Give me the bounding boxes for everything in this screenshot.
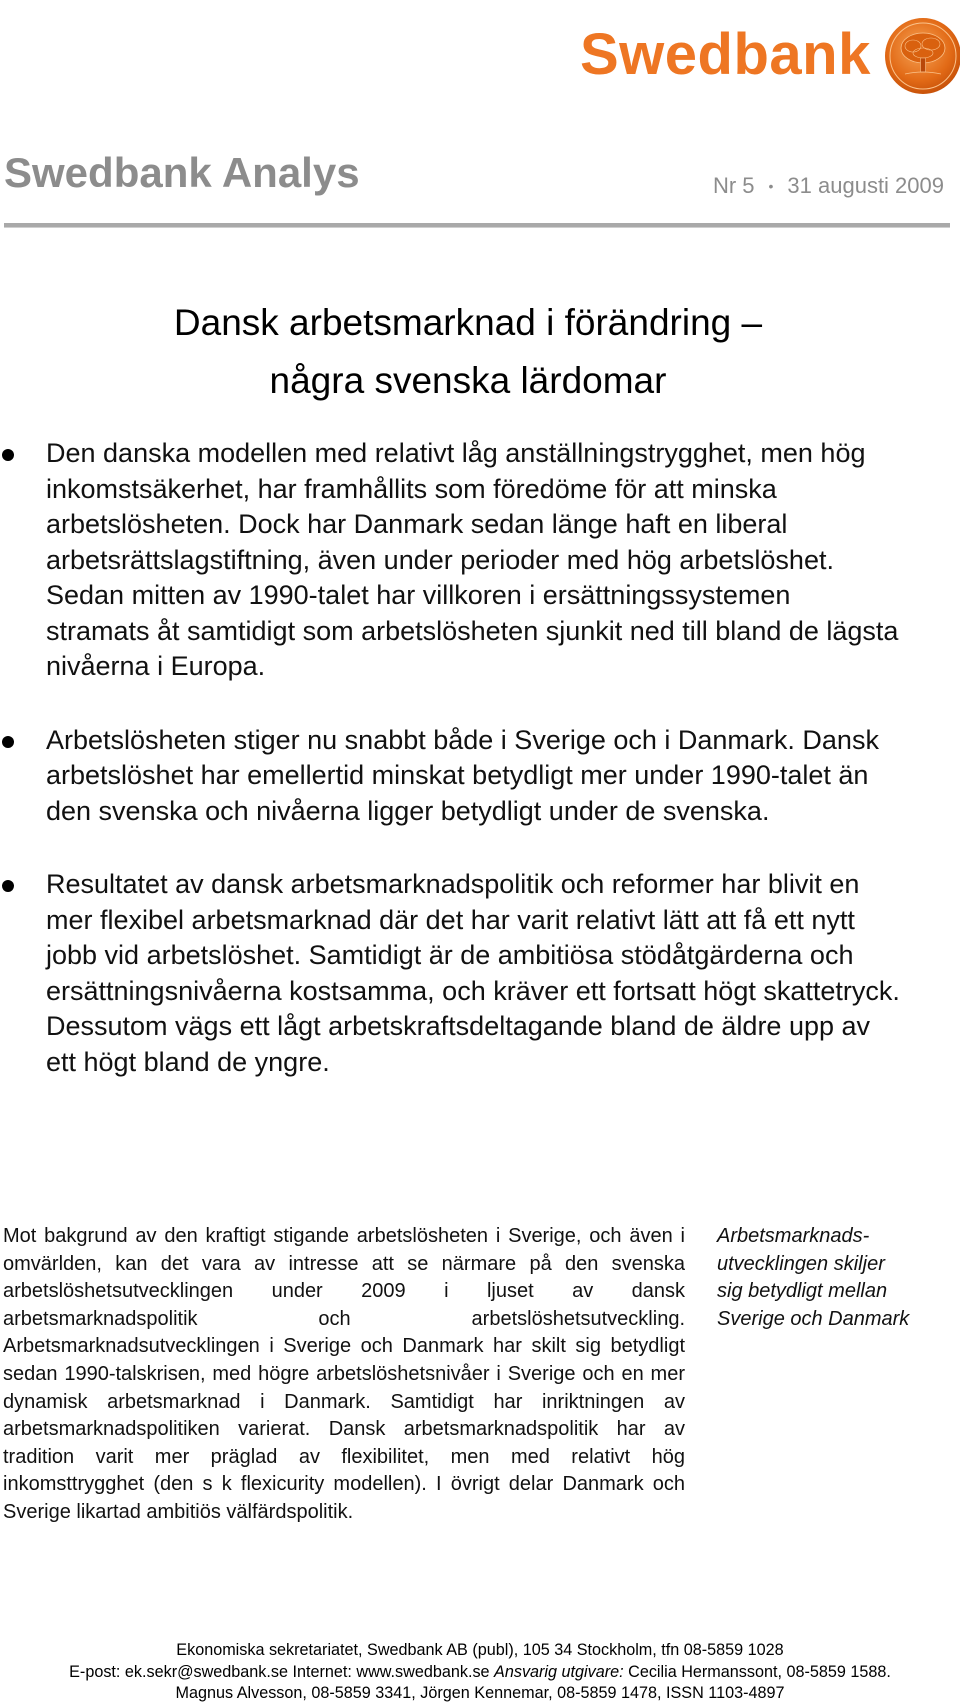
footer-address: Ekonomiska sekretariatet, Swedbank AB (publ), 105 34 Stockholm, tfn 08-5859 1028 [176, 1641, 784, 1659]
article-title-line-2: några svenska lärdomar [269, 360, 667, 401]
header-rule [4, 223, 950, 228]
summary-bullet [0, 723, 900, 830]
footer-email-web: E-post: ek.sekr@swedbank.se Internet: www.swedbank.se [69, 1662, 490, 1681]
summary-bullet-text: Arbetslösheten stiger nu snabbt både i Sverige och i Danmark. Dansk arbetslöshet har emellertid minskat betydligt mer under 1990-talet än den svenska och nivåerna ligger betydligt under de svenska. [46, 724, 879, 826]
bullet-dot-icon [2, 736, 14, 748]
summary-bullet [0, 436, 900, 685]
issue-separator: • [768, 178, 774, 194]
swedbank-logo [580, 14, 960, 104]
footer-publisher: Cecilia Hermanssont, 08-5859 1588. [628, 1662, 891, 1681]
bullet-dot-icon [2, 880, 14, 892]
logo-wordmark: Swedbank [580, 22, 871, 87]
summary-bullet-text: Resultatet av dansk arbetsmarknadspolitik och reformer har blivit en mer flexibel arbetsmarknad där det har varit relativt lätt att få ett nytt jobb vid arbetslöshet. Samtidigt är de ambitiösa stödåtgärderna och ersättningsnivåerna kostsamma, och kräver ett fortsatt högt skattetryck. Dessutom vägs ett lågt arbetskraftsdeltagande bland de äldre upp av ett högt bland de yngre. [46, 869, 900, 1077]
issue-info [713, 175, 944, 197]
issue-number: Nr 5 [712, 173, 755, 198]
margin-note: Arbetsmarknads- utvecklingen skiljer sig betydligt mellan Sverige och Danmark [717, 1225, 910, 1330]
issue-date: 31 augusti 2009 [787, 173, 944, 198]
publication-title: Swedbank Analys [4, 149, 360, 196]
footer-contact [0, 1662, 960, 1684]
summary-bullet [0, 867, 900, 1080]
footer-authors: Magnus Alvesson, 08-5859 3341, Jörgen Kennemar, 08-5859 1478, ISSN 1103-4897 [175, 1684, 785, 1702]
oak-tree-seal-icon [883, 16, 960, 96]
article-title [0, 294, 936, 410]
bullet-dot-icon [2, 449, 14, 461]
summary-bullets [0, 436, 900, 1118]
footer [0, 1640, 960, 1705]
summary-bullet-text: Den danska modellen med relativt låg anställningstrygghet, men hög inkomstsäkerhet, har framhållits som föredöme för att minska arbetslösheten. Dock har Danmark sedan länge haft en liberal arbetsrättslagstiftning, även under perioder med hög arbetslöshet. Sedan mitten av 1990-talet har villkoren i ersättningssystemen stramats åt samtidigt som arbetslösheten sjunkit ned till bland de lägsta nivåerna i Europa. [46, 438, 899, 681]
article-title-line-1: Dansk arbetsmarknad i förändring – [173, 302, 763, 343]
body-paragraph: Mot bakgrund av den kraftigt stigande arbetslösheten i Sverige, och även i omvärlden, kan det vara av intresse att se närmare på den svenska arbetslöshetsutvecklingen under 2009 i ljuset av dansk arbetsmarknadspolitik och arbetslöshetsutveckling. Arbetsmarknadsutvecklingen i Sverige och Danmark har skilt sig betydligt sedan 1990-talskrisen, med högre arbetslöshetsnivåer i Sverige och en mer dynamisk arbetsmarknad i Danmark. Samtidigt har inriktningen av arbetsmarknadspolitiken varierat. Dansk arbetsmarknadspolitik har av tradition varit mer präglad av flexibilitet, men med relativt hög inkomsttrygghet (den s k flexicurity modellen). I övrigt delar Danmark och Sverige likartad ambitiös välfärdspolitik. [3, 1225, 685, 1523]
footer-publisher-label: Ansvarig utgivare: [494, 1662, 624, 1681]
